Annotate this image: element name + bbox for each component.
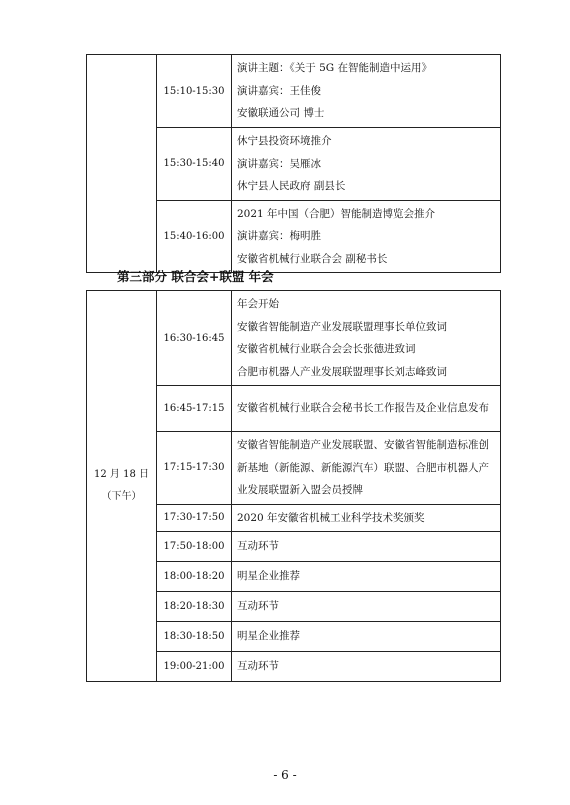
time-cell: 18:00-18:20 [157, 562, 232, 592]
time-cell: 15:40-16:00 [157, 200, 232, 273]
time-cell: 17:30-17:50 [157, 504, 232, 532]
content-line: 年会开始 [237, 298, 279, 310]
content-cell [232, 200, 501, 273]
content-line: 演讲嘉宾：王佳俊 [237, 84, 321, 97]
content-cell [232, 386, 501, 432]
time-cell: 19:00-21:00 [157, 652, 232, 682]
time-cell: 16:45-17:15 [157, 386, 232, 432]
content-cell [232, 622, 501, 652]
content-line: 明星企业推荐 [237, 630, 300, 643]
content-cell [232, 432, 501, 505]
time-cell: 18:30-18:50 [157, 622, 232, 652]
content-line: 安徽省机械行业联合会 副秘书长 [237, 252, 388, 265]
time-cell: 15:30-15:40 [157, 128, 232, 201]
content-line: 互动环节 [237, 600, 279, 613]
content-cell [232, 532, 501, 562]
content-line: 安徽省智能制造产业发展联盟、安徽省智能制造标准创新基地（新能源、新能源汽车）联盟、合肥市机器人产业发展联盟新入盟会员授牌 [237, 439, 489, 496]
content-line: 演讲嘉宾：梅明胜 [237, 230, 321, 242]
date-cell-empty [87, 55, 157, 273]
content-cell [232, 504, 501, 532]
table-row [87, 55, 501, 128]
date-text: 12 月 18 日 [94, 469, 149, 480]
page-number: - 6 - [273, 768, 297, 782]
content-line: 安徽省智能制造产业发展联盟理事长单位致词 [237, 320, 447, 333]
content-cell [232, 592, 501, 622]
section-title: 第三部分 联合会+联盟 年会 [117, 269, 274, 284]
time-cell: 15:10-15:30 [157, 55, 232, 128]
content-line: 2021 年中国（合肥）智能制造博览会推介 [237, 207, 436, 220]
content-cell [232, 652, 501, 682]
content-line: 互动环节 [237, 540, 279, 553]
content-cell [232, 562, 501, 592]
content-line: 安徽联通公司 博士 [237, 107, 325, 120]
content-cell [232, 55, 501, 128]
content-line: 安徽省机械行业联合会秘书长工作报告及企业信息发布 [237, 402, 489, 415]
period-text: （下午） [101, 491, 142, 502]
time-cell: 17:15-17:30 [157, 432, 232, 505]
content-line: 演讲嘉宾：吴雁冰 [237, 157, 321, 170]
content-line: 安徽省机械行业联合会会长张德进致词 [237, 343, 416, 355]
time-cell: 18:20-18:30 [157, 592, 232, 622]
content-cell [232, 291, 501, 386]
time-cell: 16:30-16:45 [157, 291, 232, 386]
content-line: 合肥市机器人产业发展联盟理事长刘志峰致词 [237, 365, 447, 378]
content-line: 休宁县投资环境推介 [237, 135, 332, 147]
schedule-table-part2 [86, 54, 501, 273]
content-line: 互动环节 [237, 660, 279, 673]
content-line: 休宁县人民政府 副县长 [237, 180, 346, 192]
content-line: 演讲主题：《关于 5G 在智能制造中运用》 [237, 62, 432, 75]
schedule-table-part3 [86, 290, 501, 682]
table-row [87, 291, 501, 386]
content-line: 明星企业推荐 [237, 570, 300, 583]
content-line: 2020 年安徽省机械工业科学技术奖颁奖 [237, 511, 425, 524]
content-cell [232, 128, 501, 201]
date-cell [87, 291, 157, 682]
time-cell: 17:50-18:00 [157, 532, 232, 562]
